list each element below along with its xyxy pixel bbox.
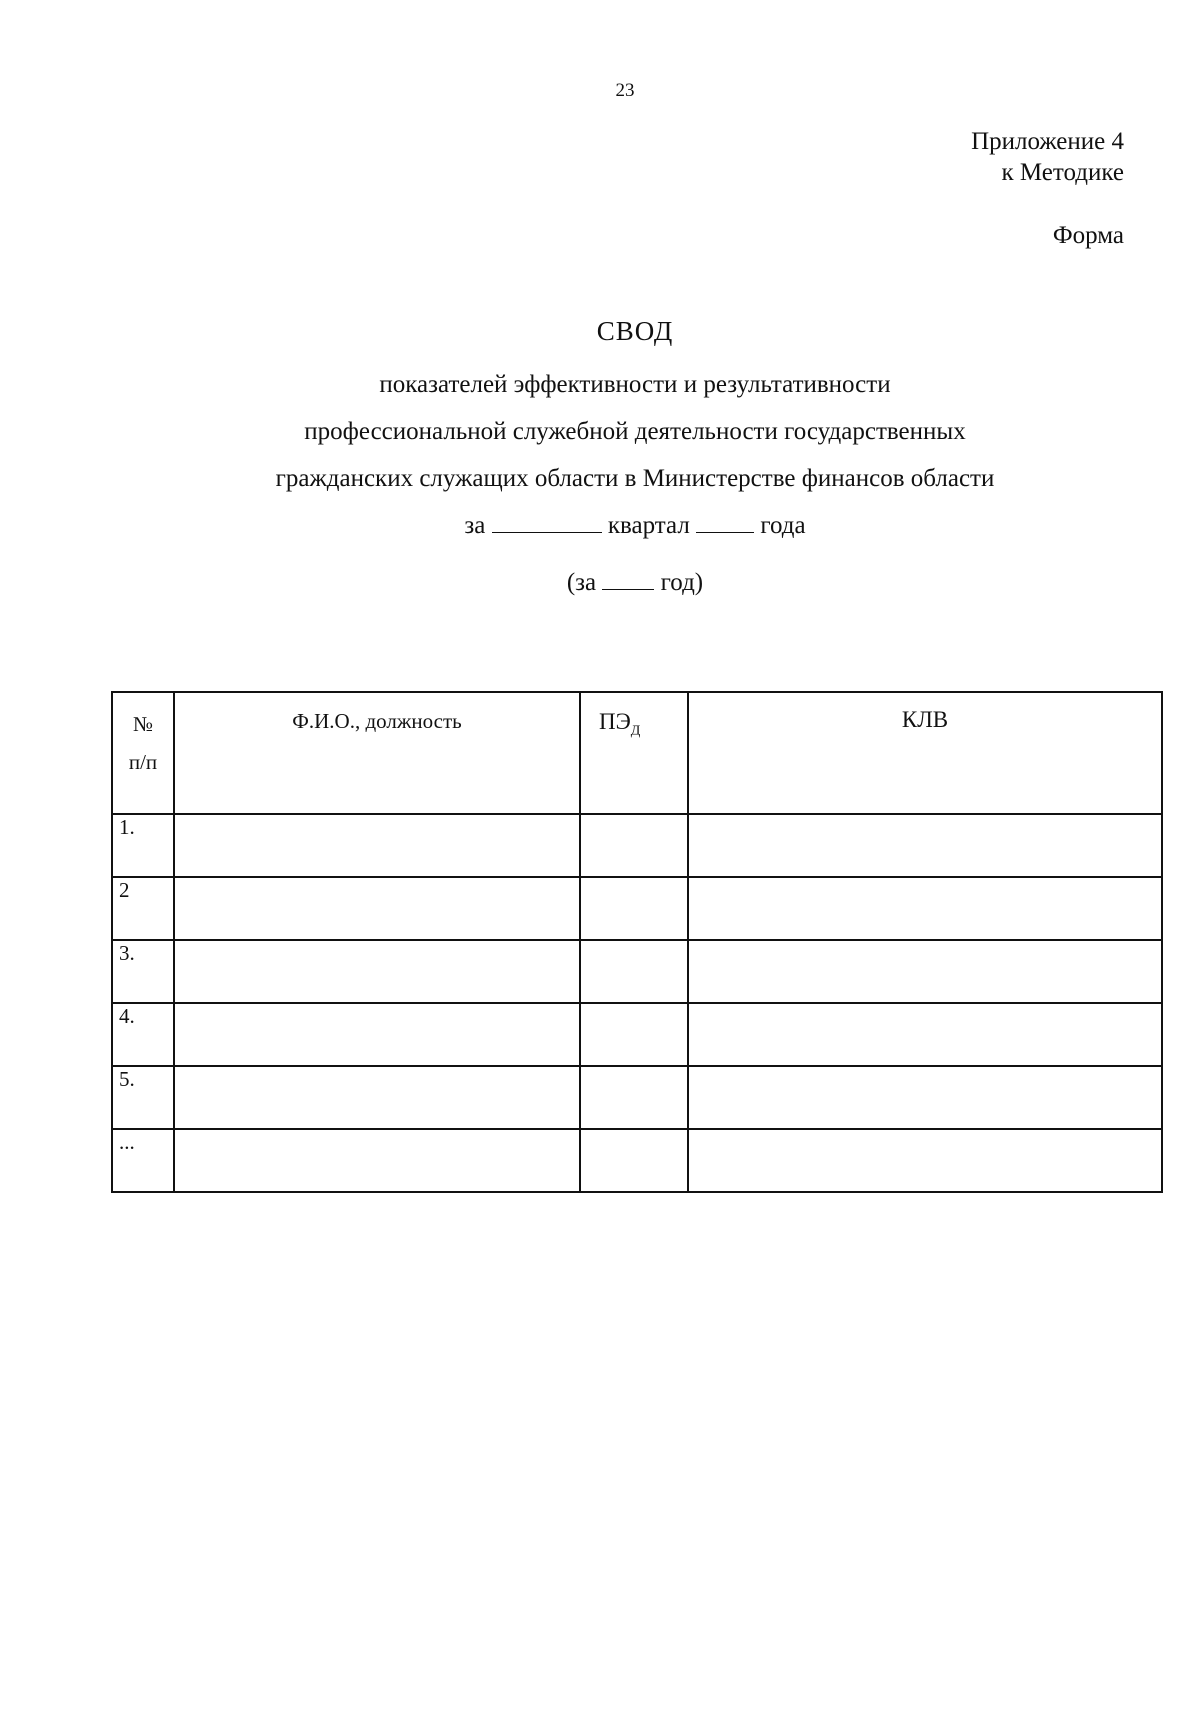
table-row: [112, 1066, 1162, 1129]
row-number: 2: [112, 877, 174, 940]
klv-cell[interactable]: [688, 1129, 1162, 1192]
name-cell[interactable]: [174, 1129, 580, 1192]
klv-cell[interactable]: [688, 877, 1162, 940]
period-year-word: года: [760, 512, 806, 539]
name-cell[interactable]: [174, 814, 580, 877]
ped-cell[interactable]: [580, 1066, 688, 1129]
appendix-line: к Методике: [1001, 159, 1124, 186]
row-number: 1.: [112, 814, 174, 877]
header-ped: [580, 692, 688, 814]
table-row: [112, 1129, 1162, 1192]
row-number: 5.: [112, 1066, 174, 1129]
period-quarter-word: квартал: [607, 512, 690, 539]
table-header-row: [112, 692, 1162, 814]
header-ped-sub: Д: [630, 723, 641, 739]
summary-table: [111, 691, 1163, 1193]
document-title: СВОД: [596, 316, 674, 346]
name-cell[interactable]: [174, 1003, 580, 1066]
appendix-reference: [971, 126, 1124, 188]
annual-close: год): [660, 569, 704, 596]
ped-cell[interactable]: [580, 1003, 688, 1066]
quarter-blank-field[interactable]: [492, 510, 602, 533]
header-number-abbr: п/п: [128, 750, 158, 774]
annual-open: (за: [566, 569, 597, 596]
name-cell[interactable]: [174, 1066, 580, 1129]
header-number-sign: №: [132, 712, 154, 736]
name-cell[interactable]: [174, 940, 580, 1003]
header-klv: КЛВ: [688, 692, 1162, 814]
ped-cell[interactable]: [580, 814, 688, 877]
ped-cell[interactable]: [580, 1129, 688, 1192]
table-row: [112, 1003, 1162, 1066]
subtitle-line: профессиональной служебной деятельности государственных: [304, 418, 966, 445]
name-cell[interactable]: [174, 877, 580, 940]
annual-year-blank-field[interactable]: [602, 567, 654, 590]
row-number: 4.: [112, 1003, 174, 1066]
klv-cell[interactable]: [688, 940, 1162, 1003]
subtitle-line: гражданских служащих области в Министерстве финансов области: [275, 465, 995, 492]
row-number: ...: [112, 1129, 174, 1192]
annual-period-line: [0, 567, 1200, 597]
year-blank-field[interactable]: [696, 510, 754, 533]
header-ped-main: ПЭ: [599, 709, 631, 734]
form-label: Форма: [1052, 222, 1124, 249]
table-row: [112, 940, 1162, 1003]
table-row: [112, 814, 1162, 877]
klv-cell[interactable]: [688, 814, 1162, 877]
period-prefix: за: [464, 512, 486, 539]
header-number: [112, 692, 174, 814]
ped-cell[interactable]: [580, 940, 688, 1003]
klv-cell[interactable]: [688, 1003, 1162, 1066]
table-row: [112, 877, 1162, 940]
ped-cell[interactable]: [580, 877, 688, 940]
period-line: [0, 502, 1200, 549]
subtitle-line: показателей эффективности и результативности: [379, 371, 891, 398]
appendix-line: Приложение 4: [971, 128, 1124, 155]
header-name-position: Ф.И.О., должность: [174, 692, 580, 814]
row-number: 3.: [112, 940, 174, 1003]
title-block: [0, 316, 1200, 597]
page-number: 23: [615, 80, 635, 101]
klv-cell[interactable]: [688, 1066, 1162, 1129]
